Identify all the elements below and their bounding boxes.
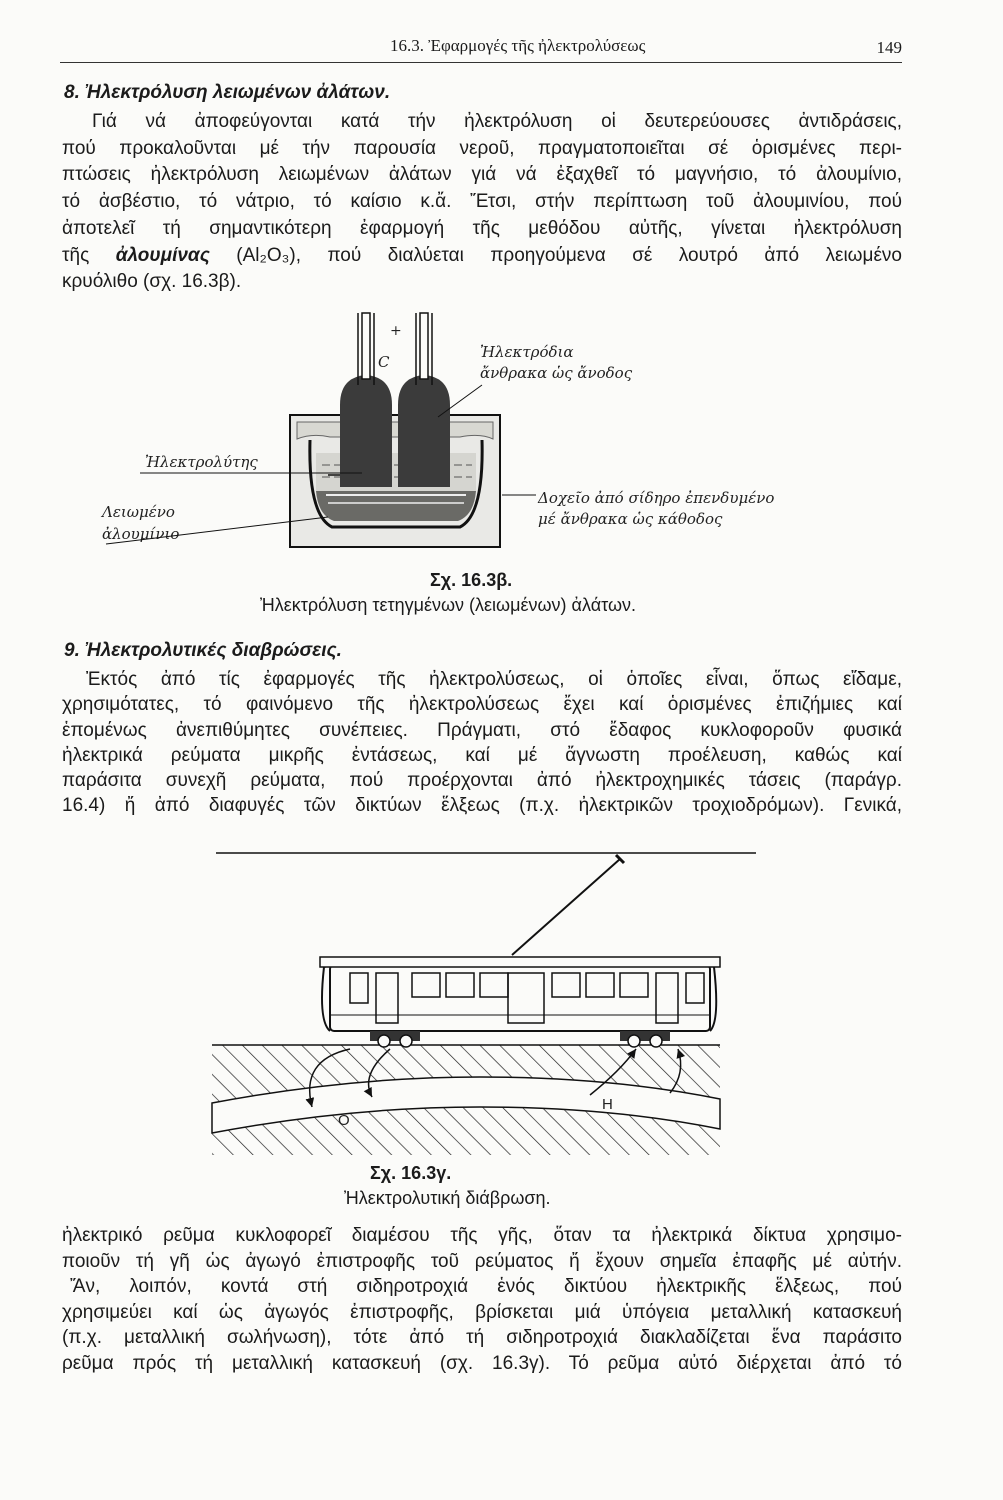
text-line: χρησιμεύει καί ὡς ἀγωγός ἐπιστροφῆς, βρίσκεται μιά ὑπόγεια μεταλλική κατασκευή xyxy=(62,1301,902,1323)
text-line: ἑπομένως ἀνεπιθύμητες συνέπειες. Πράγματι, στό ἔδαφος κυκλοφοροῦν φυσικά xyxy=(62,719,902,741)
text-line: Ἄν, λοιπόν, κοντά στή σιδηροτροχιά ἑνός δικτύου ἠλεκτρικῆς ἕλξεως, πού xyxy=(70,1276,902,1298)
tram xyxy=(320,957,720,1047)
label-vessel-1: Δοχεῖο ἀπό σίδηρο ἐπενδυμένο xyxy=(538,489,775,507)
label-aluminium-2: ἀλουμίνιο xyxy=(102,525,180,543)
label-h: H xyxy=(602,1096,613,1113)
section-9-heading: 9. Ἠλεκτρολυτικές διαβρώσεις. xyxy=(64,640,342,661)
text-line: παράσιτα συνεχῆ ρεύματα, πού προέρχονται ἀπό ἠλεκτροχημικές τάσεις (παράγρ. xyxy=(62,770,902,792)
text-line: ποιοῦν τή γῆ ὡς ἀγωγό ἐπιστροφῆς τοῦ ρεύματος ἤ ἔχουν σημεῖα ἐπαφῆς μέ αὐτήν. xyxy=(62,1250,902,1272)
figure-electrolysis-cell xyxy=(100,305,840,575)
label-aluminium-1: Λειωμένο xyxy=(102,503,175,521)
figure-b-caption: Ἠλεκτρόλυση τετηγμένων (λειωμένων) ἀλάτων. xyxy=(260,595,637,615)
text-line: Γιά νά ἀποφεύγονται κατά τήν ἠλεκτρόλυση οἱ δευτερεύουσες ἀντιδράσεις, xyxy=(92,111,902,132)
bottom-paragraph xyxy=(62,1223,902,1377)
text-line: πού προκαλοῦνται μέ τήν παρουσία νεροῦ, πραγματοποιεῖται σέ ὁρισμένες περι- xyxy=(62,137,902,159)
label-electrodes-2: ἄνθρακα ὡς ἄνοδος xyxy=(480,364,633,382)
text-line: ἠλεκτρικό ρεῦμα κυκλοφορεῖ διαμέσου τῆς γῆς, ὅταν τα ἠλεκτρικά δίκτυα χρησιμο- xyxy=(62,1225,902,1246)
label-o: O xyxy=(338,1112,350,1129)
running-header xyxy=(60,34,902,63)
figure-b-caption-number: Σχ. 16.3β. xyxy=(430,570,513,590)
crust xyxy=(297,422,493,439)
alumina-term: ἀλουμίνας xyxy=(115,244,210,266)
electrode-letter: C xyxy=(378,353,390,371)
plus-sign: + xyxy=(390,323,402,339)
carbon-electrode-left xyxy=(340,375,392,487)
text-line: τό ἀσβέστιο, τό νάτριο, τό καίσιο κ.ἄ. Ἔτσι, στήν περίπτωση τοῦ ἀλουμινίου, πού xyxy=(62,191,902,213)
carbon-electrode-right xyxy=(398,375,450,487)
figure-c-caption: Ἠλεκτρολυτική διάβρωση. xyxy=(344,1188,551,1208)
trolley-pole xyxy=(512,859,620,955)
header-title: 16.3. Ἐφαρμογές τῆς ἠλεκτρολύσεως xyxy=(390,36,646,55)
text-line: πτώσεις ἠλεκτρόλυση λειωμένων ἀλάτων γιά νά ἐξαχθεῖ τό μαγνήσιο, τό ἀλουμίνιο, xyxy=(62,164,902,186)
text-line: 16.4) ἤ ἀπό διαφυγές τῶν δικτύων ἕλξεως (π.χ. ἠλεκτρικῶν τροχιοδρόμων). Γενικά, xyxy=(62,795,902,817)
section-8-paragraph xyxy=(62,109,902,296)
text-line: ρεῦμα πρός τή μεταλλική κατασκευή (σχ. 16.3γ). Τό ρεῦμα αὐτό διέρχεται ἀπό τό xyxy=(62,1352,902,1374)
page-number: 149 xyxy=(876,38,902,57)
section-8-heading: 8. Ἠλεκτρόλυση λειωμένων ἀλάτων. xyxy=(64,82,391,103)
text-line: ἀποτελεῖ τή σημαντικότερη ἐφαρμογή τῆς μεθόδου αὐτῆς, γίνεται ἠλεκτρόλυση xyxy=(62,217,902,239)
figure-c-caption-number: Σχ. 16.3γ. xyxy=(370,1163,452,1183)
label-electrodes-1: Ἠλεκτρόδια xyxy=(480,343,574,361)
text-line: Ἐκτός ἀπό τίς ἐφαρμογές τῆς ἠλεκτρολύσεως, οἱ ὁποῖες εἶναι, ὅπως εἴδαμε, xyxy=(86,669,902,690)
figure-electrolytic-corrosion xyxy=(200,845,760,1165)
text-line: κρυόλιθο (σχ. 16.3β). xyxy=(62,271,242,293)
text-line: (π.χ. μεταλλική σωλήνωση), τότε ἀπό τή σιδηροτροχιά διακλαδίζεται ἕνα παράσιτο xyxy=(62,1327,902,1349)
section-9-paragraph xyxy=(62,667,902,819)
label-vessel-2: μέ ἄνθρακα ὡς κάθοδος xyxy=(538,510,723,528)
label-electrolyte: Ἠλεκτρολύτης xyxy=(145,453,258,471)
text-line: χρησιμότατες, τό φαινόμενο τῆς ἠλεκτρολύσεως ἔχει καί ὁρισμένες ἐπιζήμιες καί xyxy=(62,694,902,716)
text-line: ἠλεκτρικά ρεύματα μικρῆς ἐντάσεως, καί μέ ἄγνωστη προέλευση, καθώς καί xyxy=(62,744,902,766)
text-line: τῆς ἀλουμίνας (Al₂O₃), πού διαλύεται προηγούμενα σέ λουτρό ἀπό λειωμένο xyxy=(62,244,902,266)
